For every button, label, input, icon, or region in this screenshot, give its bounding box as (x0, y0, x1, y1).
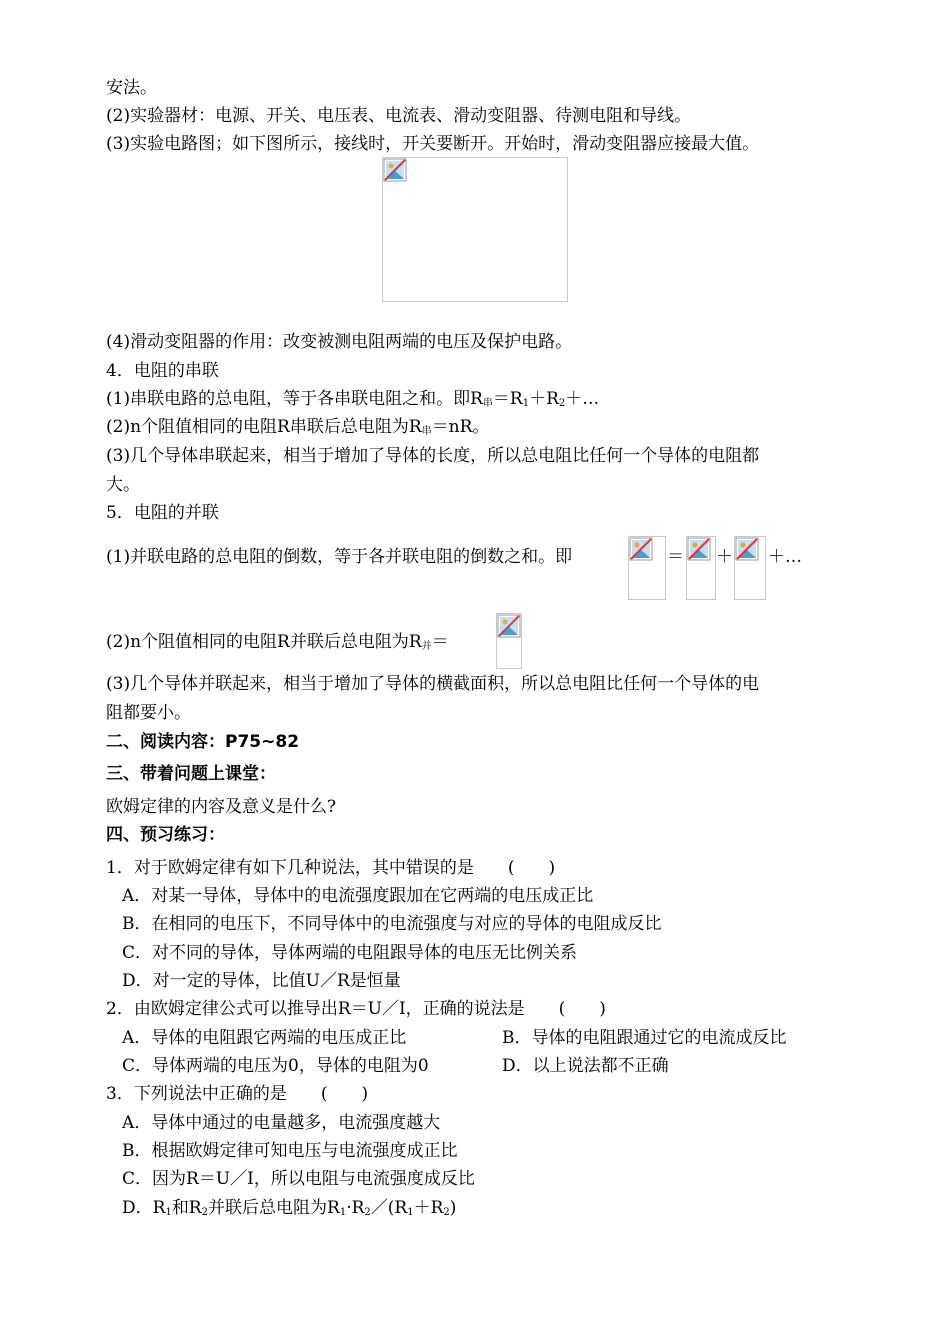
subscript: 1 (407, 1207, 414, 1218)
subscript: 1 (522, 398, 530, 409)
text-line (106, 388, 599, 415)
text-line: 安法。 (106, 78, 157, 98)
formula-image (686, 536, 716, 600)
text-span: (2)n个阻值相同的电阻R串联后总电阻为R (106, 417, 422, 437)
text-line: (3)几个导体串联起来，相当于增加了导体的长度，所以总电阻比任何一个导体的电阻都 (106, 446, 760, 466)
option-d: D．以上说法都不正确 (502, 1056, 669, 1076)
text-line: (3)几个导体并联起来，相当于增加了导体的横截面积，所以总电阻比任何一个导体的电 (106, 674, 760, 694)
subscript: 2 (201, 1207, 208, 1218)
section-heading: 5．电阻的并联 (106, 503, 219, 523)
subscript: 2 (558, 398, 566, 409)
formula-image (734, 536, 766, 600)
option-a: A．导体中通过的电量越多，电流强度越大 (122, 1113, 441, 1133)
text-line: 欧姆定律的内容及意义是什么? (106, 797, 337, 817)
text-line: (3)实验电路图；如下图所示，接线时，开关要断开。开始时，滑动变阻器应接最大值。 (106, 134, 760, 154)
question-2: 2．由欧姆定律公式可以推导出R＝U／I，正确的说法是 ( ) (106, 999, 606, 1019)
option-c: C．导体两端的电压为0，导体的电阻为0 (122, 1056, 429, 1076)
text-span: 和R (171, 1198, 202, 1218)
option-a: A．对某一导体，导体中的电流强度跟加在它两端的电压成正比 (122, 886, 594, 906)
text-span: ＋… (565, 389, 600, 409)
option-b: B．导体的电阻跟通过它的电流成反比 (502, 1028, 787, 1048)
text-line: (2)实验器材：电源、开关、电压表、电流表、滑动变阻器、待测电阻和导线。 (106, 106, 692, 126)
broken-image-icon (497, 614, 521, 638)
text-span: ＝R (492, 389, 523, 409)
text-line (106, 631, 449, 658)
broken-image-icon (687, 537, 711, 561)
subscript: 串 (421, 426, 432, 437)
text-line: (1)并联电路的总电阻的倒数，等于各并联电阻的倒数之和。即 (106, 547, 573, 567)
subscript: 并 (421, 641, 432, 652)
text-span: ＋R (529, 389, 559, 409)
text-span: 并联后总电阻为R (208, 1198, 340, 1218)
section-heading: 4．电阻的串联 (106, 361, 219, 381)
section-heading: 三、带着问题上课堂： (106, 764, 276, 784)
text-span: D．R (122, 1198, 166, 1218)
text-line: 大。 (106, 475, 140, 495)
subscript: 2 (443, 1207, 450, 1218)
formula-image (496, 613, 522, 669)
text-span: (2)n个阻值相同的电阻R并联后总电阻为R (106, 632, 422, 652)
option-d (122, 1197, 456, 1224)
section-heading: 二、阅读内容：P75~82 (106, 732, 300, 752)
option-a: A．导体的电阻跟它两端的电压成正比 (122, 1028, 407, 1048)
option-c: C．对不同的导体，导体两端的电阻跟导体的电压无比例关系 (122, 943, 578, 963)
section-heading: 四、预习练习： (106, 825, 225, 845)
text-span: ／(R (370, 1198, 408, 1218)
option-b: B．在相同的电压下，不同导体中的电流强度与对应的导体的电阻成反比 (122, 914, 662, 934)
text-line: 阻都要小。 (106, 703, 191, 723)
text-span: (1)串联电路的总电阻，等于各串联电阻之和。即R (106, 389, 483, 409)
question-1: 1．对于欧姆定律有如下几种说法，其中错误的是 ( ) (106, 858, 556, 878)
broken-image-icon (735, 537, 759, 561)
option-d: D．对一定的导体，比值U／R是恒量 (122, 971, 401, 991)
option-b: B．根据欧姆定律可知电压与电流强度成正比 (122, 1141, 458, 1161)
text-span: ·R (346, 1198, 365, 1218)
equals-sign: ＝ (667, 547, 684, 567)
subscript: 2 (364, 1207, 371, 1218)
subscript: 1 (339, 1207, 347, 1218)
text-line (106, 416, 489, 443)
broken-image-icon (629, 537, 653, 561)
subscript: 1 (165, 1207, 172, 1218)
plus-sign: ＋ (716, 547, 733, 567)
text-span: ＋R (413, 1198, 444, 1218)
plus-ellipsis: ＋… (768, 547, 802, 567)
broken-image-icon (383, 158, 407, 182)
text-span: ＝ (431, 632, 449, 652)
text-line: (4)滑动变阻器的作用：改变被测电阻两端的电压及保护电路。 (106, 332, 573, 352)
option-c: C．因为R＝U／I，所以电阻与电流强度成反比 (122, 1169, 475, 1189)
circuit-diagram-image (382, 157, 568, 302)
text-span: ＝nR。 (431, 417, 490, 437)
question-3: 3．下列说法中正确的是 ( ) (106, 1084, 369, 1104)
text-span: ) (449, 1198, 457, 1218)
subscript: 串 (482, 398, 493, 409)
formula-image (628, 536, 666, 600)
